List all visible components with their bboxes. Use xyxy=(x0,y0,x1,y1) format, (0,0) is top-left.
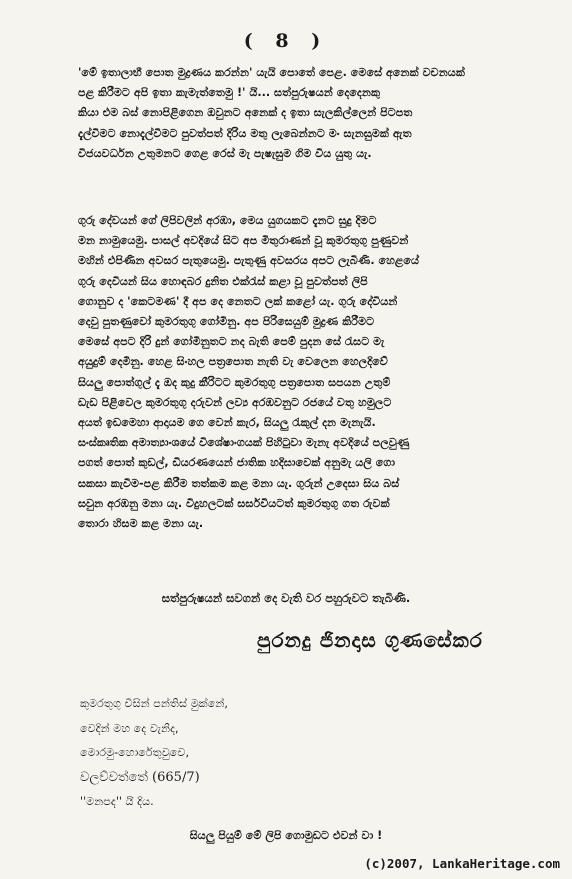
paragraph-line: ගොනුව ද 'කෙටමණ' දී අප දෙ නෙතට ලක් කළෝ යැ. ගුරු දේවියන් xyxy=(78,294,398,308)
paragraph-line: සකසා කැවීම-පළ කිරීම තත්කම කළ මනා යැ. ගුරුන් උදෙසා සිය බස් xyxy=(78,476,400,490)
paragraph-line: පගත් පොත් කුඩල්, ඩියරණයෙන් ජාතික හදිඝාවෙක් අනුමැ යලි ගො xyxy=(78,456,396,470)
paragraph-line: මහින් එපිණින අවසර පැතුයෙමු. පැතුණු අවසරය අපට ලැබිණි. හෙළයේ xyxy=(78,254,420,268)
copyright-notice: (c)2007, LankaHeritage.com xyxy=(364,856,560,871)
paragraph-2 xyxy=(78,211,556,534)
paragraph-line: 'මේ ඉතාලාභී පොත මුද්‍රණය කරන්න' යැයි පොතේ පෙළ. මෙසේ අනෙක් වචනයක් xyxy=(78,66,465,79)
paragraph-line: ගුරු දේවයන් ගේ ලිපිවලින් අරඹා, මෙය යුගයකට දැනට සුදු දිමට xyxy=(78,214,377,227)
author-address xyxy=(80,692,228,815)
address-line: වෙදින් මහ දෙ වැනිද, xyxy=(80,721,179,735)
paragraph-line: ඩැඩ පිළිවෙල කුමරතුගු දරුවන් ලව්‍ය අරඹවනුට රජයේ වතු හමුලට xyxy=(78,395,392,409)
paragraph-line: මෙසේ අපට දිරි දුන් ගෝමිනුතට නද බැති පෙම් පුදන සේ රැසට මැ xyxy=(78,335,385,349)
paragraph-line: අයුදුම් දෙමිනු. හෙළ සිංහල පත්‍රපොත නැති වැ වෙලෙන හෙලදිවේ xyxy=(78,355,388,369)
paragraph-line: දෙවු පුතණුවෝ කුමරතුගු ගෝමිනු. අප පිරිසෙයුම් මුද්‍රණ කිරීමට xyxy=(78,315,375,329)
paragraph-line: විජයවර්ධන උතුමනට ගෙළ රෙස් මැ පැෂැසුම ගිම විය යුතු යැ. xyxy=(78,146,372,160)
paragraph-line: සංස්කෘතික අමාත්‍යාංශයේ විශේෂාංගයක් පිහිටුවා මැනැ අවදියේ පලවුණු xyxy=(78,436,410,450)
author-signature: පුරනදු ජිනදාස ගුණසේකර xyxy=(257,628,483,652)
footer-note: සියලු පියුම් මේ ලිපි ගොමුඩට එවන් වා ! xyxy=(189,829,383,842)
paragraph-line: තොරා හිසම කළ මනා යැ. xyxy=(78,517,204,531)
paragraph-line: කියා එම බස් නොපිළිගෙන ඔවුනට අනෙක් ද ඉතා සැලකිල්ලෙන් පිටපත xyxy=(78,106,413,120)
paragraph-line: සවුන අරඹනු මනා යැ. විදුහලටක් සර්සවියටත් කුමරතුගු ගත රුවක් xyxy=(78,496,390,510)
address-line: ''මනපද'' යි දිය. xyxy=(80,795,154,808)
blessing-line: සත්පුරුෂයන් සවගන් දෙ වැති වර පහුරුවට තැබිණි. xyxy=(161,591,411,605)
paragraph-1 xyxy=(78,63,556,164)
address-line: වලව්වත්තේ (665/7) xyxy=(80,769,200,785)
paragraph-line: අයත් ඉඩමෙහා ආදායම ගෙ වෙන් කැර, සියලු රැකුල් දන මැනැයි. xyxy=(78,416,376,430)
address-line: කුමරතුගු විසින් පන්තිස් මුක්නේ, xyxy=(80,697,228,710)
paragraph-line: සියලු පොත්ගුල් දැ ඔද කුදු කීරිටට කුමරතුගු පත්‍රපොත සපයන උතුම් xyxy=(78,375,391,389)
paragraph-line: දැල්වීමට නොදැල්වීමට පුවත්පත් දිරිය මතු ලැබෙන්නට මං සැනසුමක් ඇත xyxy=(78,126,412,140)
paragraph-line: පළ කිරීමට අපි ඉතා කැමැත්තෙමු !' යි... සත්පුරුෂයන් දෙදෙනකු xyxy=(78,86,381,100)
paragraph-line: ගුරු දෙවියන් සිය හොඳබර දුනිත එක්රැස් කළා වූ පුවත්පත් ලිපි xyxy=(78,274,368,288)
paragraph-line: මන නාමුයෙමු. පාසල් අවදියේ සිට අප මිතුරාණන් වූ කුමරතුගු පුණුවන් xyxy=(78,234,409,248)
page-number: ( 8 ) xyxy=(243,30,329,52)
address-line: මොරමු-හොරේතුවුවෙ, xyxy=(80,746,190,759)
